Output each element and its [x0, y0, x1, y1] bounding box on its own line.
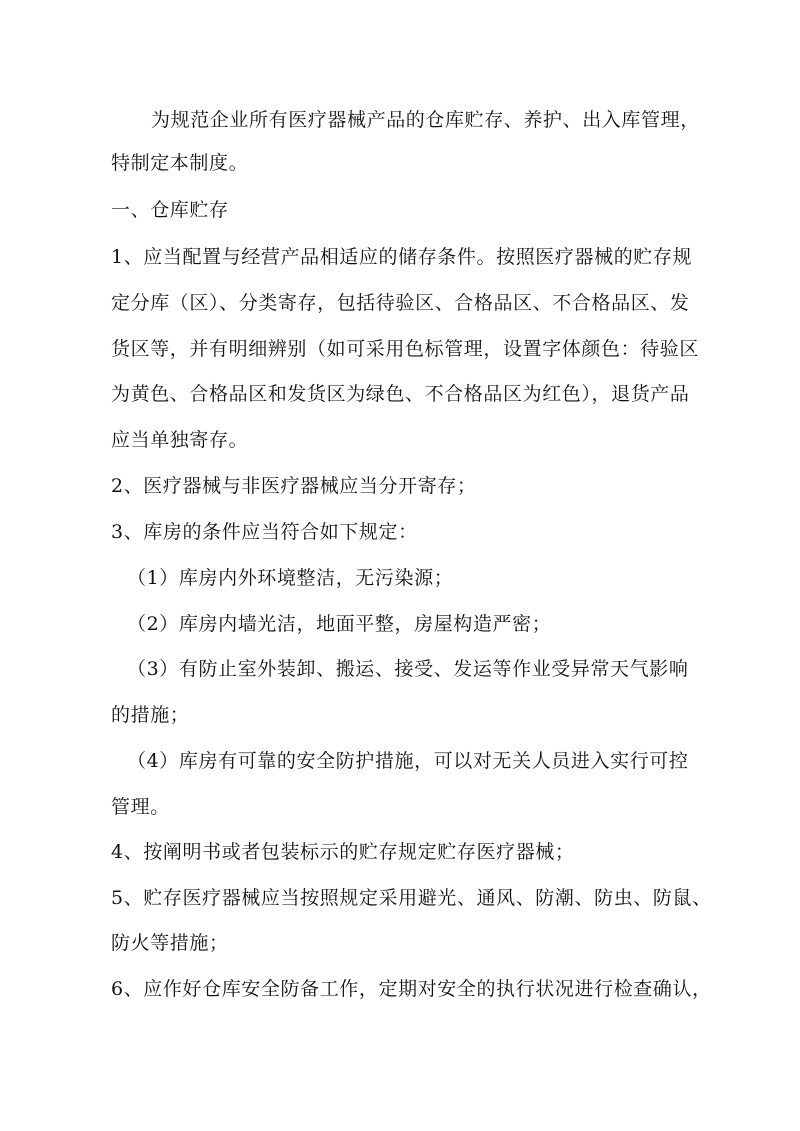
sub-item-1: （1）库房内外环境整洁，无污染源； [127, 567, 454, 589]
item-1-line-3: 货区等，并有明细辨别（如可采用色标管理，设置字体颜色：待验区 [111, 338, 700, 360]
paragraph-intro-line-2: 特制定本制度。 [111, 152, 249, 174]
item-3: 3、库房的条件应当符合如下规定： [111, 521, 418, 543]
item-1-line-1: 1、应当配置与经营产品相适应的储存条件。按照医疗器械的贮存规 [111, 246, 693, 268]
sub-item-3-line-2: 的措施； [111, 704, 190, 726]
section-heading-warehouse-storage: 一、仓库贮存 [111, 199, 229, 221]
item-5-line-2: 防火等措施； [111, 932, 229, 954]
item-1-line-5: 应当单独寄存。 [111, 429, 249, 451]
item-1-line-4: 为黄色、合格品区和发货区为绿色、不合格品区为红色），退货产品 [111, 383, 690, 405]
item-5-line-1: 5、贮存医疗器械应当按照规定采用避光、通风、防潮、防虫、防鼠、 [111, 887, 712, 909]
item-2: 2、医疗器械与非医疗器械应当分开寄存； [111, 475, 477, 497]
sub-item-3-line-1: （3）有防止室外装卸、搬运、接受、发运等作业受异常天气影响 [127, 658, 689, 680]
item-1-line-2: 定分库（区）、分类寄存，包括待验区、合格品区、不合格品区、发 [111, 292, 690, 314]
item-6-line-1: 6、应作好仓库安全防备工作，定期对安全的执行状况进行检查确认， [111, 978, 712, 1000]
sub-item-2: （2）库房内墙光洁，地面平整，房屋构造严密； [127, 613, 552, 635]
sub-item-4-line-1: （4）库房有可靠的安全防护措施，可以对无关人员进入实行可控 [127, 750, 689, 772]
sub-item-4-line-2: 管理。 [111, 796, 170, 818]
paragraph-intro-line-1: 为规范企业所有医疗器械产品的仓库贮存、养护、出入库管理， [151, 109, 700, 131]
item-4: 4、按阐明书或者包装标示的贮存规定贮存医疗器械； [111, 841, 575, 863]
